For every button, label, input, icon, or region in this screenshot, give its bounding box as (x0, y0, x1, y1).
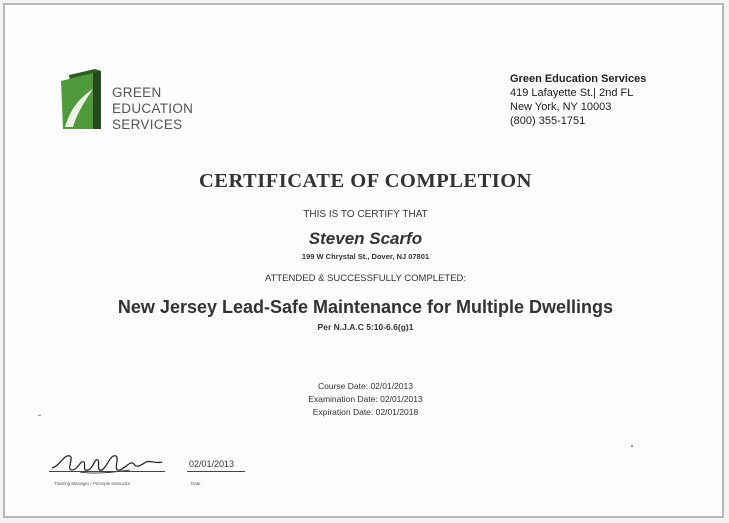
certificate-page (3, 3, 724, 518)
logo-text (112, 85, 193, 133)
course-date: Course Date: 02/01/2013 (318, 381, 413, 391)
regulation-reference: Per N.J.A.C 5:10-6.6(g)1 (317, 322, 414, 332)
expiration-date: Expiration Date: 02/01/2018 (312, 407, 419, 417)
scan-speck (38, 415, 41, 416)
course-name: New Jersey Lead-Safe Maintenance for Multiple Dwellings (117, 297, 614, 317)
company-address (510, 72, 646, 128)
signature-date: 02/01/2013 (189, 459, 235, 469)
scan-speck (631, 445, 633, 447)
examination-date: Examination Date: 02/01/2013 (308, 394, 423, 404)
recipient-address: 199 W Chrystal St., Dover, NJ 07801 (301, 252, 430, 261)
green-leaf-logo-icon (55, 67, 110, 135)
recipient-name: Steven Scarfo (308, 229, 423, 248)
company-street: 419 Lafayette St.| 2nd FL (510, 87, 634, 99)
logo-line-3: SERVICES (112, 117, 183, 132)
company-phone: (800) 355-1751 (510, 115, 586, 127)
logo-line-1: GREEN (112, 85, 162, 100)
company-city: New York, NY 10003 (510, 101, 612, 113)
logo-line-2: EDUCATION (112, 101, 194, 116)
signature-label: Training Manager / Principle Instructor (54, 481, 131, 486)
attended-text: ATTENDED & SUCCESSFULLY COMPLETED: (264, 273, 467, 284)
certificate-title: CERTIFICATE OF COMPLETION (199, 170, 532, 192)
logo (55, 67, 205, 137)
certify-text: THIS IS TO CERTIFY THAT (303, 209, 428, 220)
company-name: Green Education Services (510, 73, 647, 85)
signature-line (49, 471, 165, 472)
date-line (187, 471, 245, 472)
date-label: Date (191, 481, 201, 486)
